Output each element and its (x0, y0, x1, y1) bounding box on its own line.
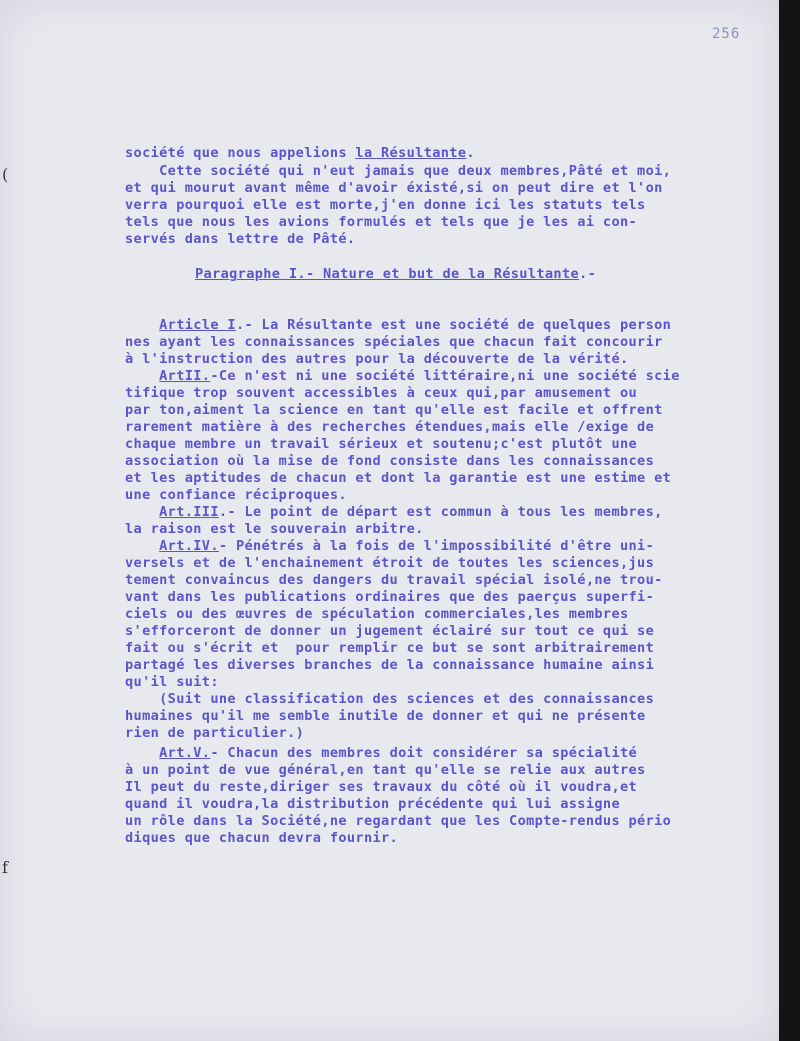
text-line (125, 830, 398, 847)
text-segment: - Chacun des membres doit considérer sa spécialité (210, 745, 638, 761)
text-segment: qu'il suit: (125, 674, 219, 690)
text-line (125, 385, 637, 402)
text-line (125, 674, 219, 691)
text-segment: Cette société qui n'eut jamais que deux membres,Pâté et moi, (125, 163, 672, 179)
text-line (125, 691, 654, 708)
text-line (125, 779, 637, 796)
text-line (125, 334, 663, 351)
text-line (125, 708, 646, 725)
text-segment: .- La Résultante est une société de quelques person (235, 317, 672, 333)
underlined-text: Art.IV. (159, 538, 219, 554)
margin-mark-2: f (2, 858, 8, 877)
text-line (125, 368, 680, 385)
text-line (125, 762, 646, 779)
text-segment: tifique trop souvent accessibles à ceux qui,par amusement ou (125, 385, 638, 401)
text-segment: . (466, 145, 475, 161)
text-segment (125, 317, 159, 333)
text-segment: tement convaincus des dangers du travail spécial isolé,ne trou- (125, 572, 663, 588)
text-line (125, 640, 654, 657)
text-segment: et qui mourut avant même d'avoir éxisté,si on peut dire et l'on (125, 180, 663, 196)
text-segment: nes ayant les connaissances spéciales que chacun fait concourir (125, 334, 663, 350)
text-line (125, 589, 654, 606)
text-segment (125, 504, 159, 520)
text-segment: quand il voudra,la distribution précédente qui lui assigne (125, 796, 620, 812)
text-segment: .- Le point de départ est commun à tous les membres, (218, 504, 663, 520)
text-segment: chaque membre un travail sérieux et soutenu;c'est plutôt une (125, 436, 638, 452)
underlined-text: la Résultante (355, 145, 467, 161)
underlined-text: Paragraphe I.- Nature et but de la Résultante (195, 266, 580, 282)
text-line (125, 725, 304, 742)
text-segment: verra pourquoi elle est morte,j'en donne ici les statuts tels (125, 197, 646, 213)
text-line (125, 538, 654, 555)
text-segment: .- (579, 266, 597, 282)
text-segment: humaines qu'il me semble inutile de donner et qui ne présente (125, 708, 646, 724)
text-line (125, 555, 654, 572)
text-segment (125, 538, 159, 554)
text-segment: un rôle dans la Société,ne regardant que les Compte-rendus pério (125, 813, 672, 829)
text-segment: Il peut du reste,diriger ses travaux du côté où il voudra,et (125, 779, 638, 795)
text-segment: (Suit une classification des sciences et des connaissances (125, 691, 655, 707)
text-line (125, 145, 475, 162)
text-segment: par ton,aiment la science en tant qu'elle est facile et offrent (125, 402, 663, 418)
text-segment: servés dans lettre de Pâté. (125, 231, 356, 247)
text-segment: société que nous appelions (125, 145, 356, 161)
page-number: 256 (712, 26, 741, 42)
text-segment: ciels ou des œuvres de spéculation commerciales,les membres (125, 606, 629, 622)
text-line (125, 351, 629, 368)
text-segment: et les aptitudes de chacun et dont la garantie est une estime et (125, 470, 672, 486)
text-segment: partagé les diverses branches de la connaissance humaine ainsi (125, 657, 655, 673)
text-segment: - Pénétrés à la fois de l'impossibilité d'être uni- (218, 538, 655, 554)
underlined-text: Art.V. (159, 745, 211, 761)
text-line (125, 214, 637, 231)
underlined-text: Art.III (159, 504, 219, 520)
text-line (125, 521, 424, 538)
text-line (125, 197, 646, 214)
text-segment: rarement matière à des recherches étendues,mais elle /exige de (125, 419, 655, 435)
text-line (125, 487, 347, 504)
text-line (125, 470, 671, 487)
text-segment: fait ou s'écrit et pour remplir ce but se sont arbitrairement (125, 640, 655, 656)
text-segment (125, 745, 159, 761)
text-segment: à l'instruction des autres pour la découverte de la vérité. (125, 351, 629, 367)
text-segment: versels et de l'enchainement étroit de toutes les sciences,jus (125, 555, 655, 571)
text-line (125, 796, 620, 813)
text-segment: la raison est le souverain arbitre. (125, 521, 424, 537)
text-segment: -Ce n'est ni une société littéraire,ni une société scie (210, 368, 680, 384)
text-line (125, 231, 355, 248)
text-segment: vant dans les publications ordinaires que des paerçus superfi- (125, 589, 655, 605)
text-line (125, 402, 663, 419)
underlined-text: Article I (159, 317, 236, 333)
text-line (125, 453, 654, 470)
text-line (125, 606, 629, 623)
text-line (125, 623, 654, 640)
text-segment: rien de particulier.) (125, 725, 305, 741)
text-line (125, 163, 671, 180)
text-line (125, 504, 663, 521)
margin-mark-1: ( (2, 165, 9, 184)
text-line (125, 419, 654, 436)
text-line (125, 745, 637, 762)
text-line (125, 317, 671, 334)
text-segment: association où la mise de fond consiste dans les connaissances (125, 453, 655, 469)
text-line (125, 572, 663, 589)
text-segment: s'efforceront de donner un jugement éclairé sur tout ce qui se (125, 623, 655, 639)
scan-border (779, 0, 800, 1041)
text-segment: une confiance réciproques. (125, 487, 347, 503)
text-line (195, 266, 596, 283)
text-segment: à un point de vue général,en tant qu'elle se relie aux autres (125, 762, 646, 778)
underlined-text: ArtII. (159, 368, 211, 384)
text-segment: diques que chacun devra fournir. (125, 830, 399, 846)
text-segment: tels que nous les avions formulés et tels que je les ai con- (125, 214, 638, 230)
text-segment (125, 368, 159, 384)
text-line (125, 436, 637, 453)
text-line (125, 657, 654, 674)
text-line (125, 813, 671, 830)
text-line (125, 180, 663, 197)
